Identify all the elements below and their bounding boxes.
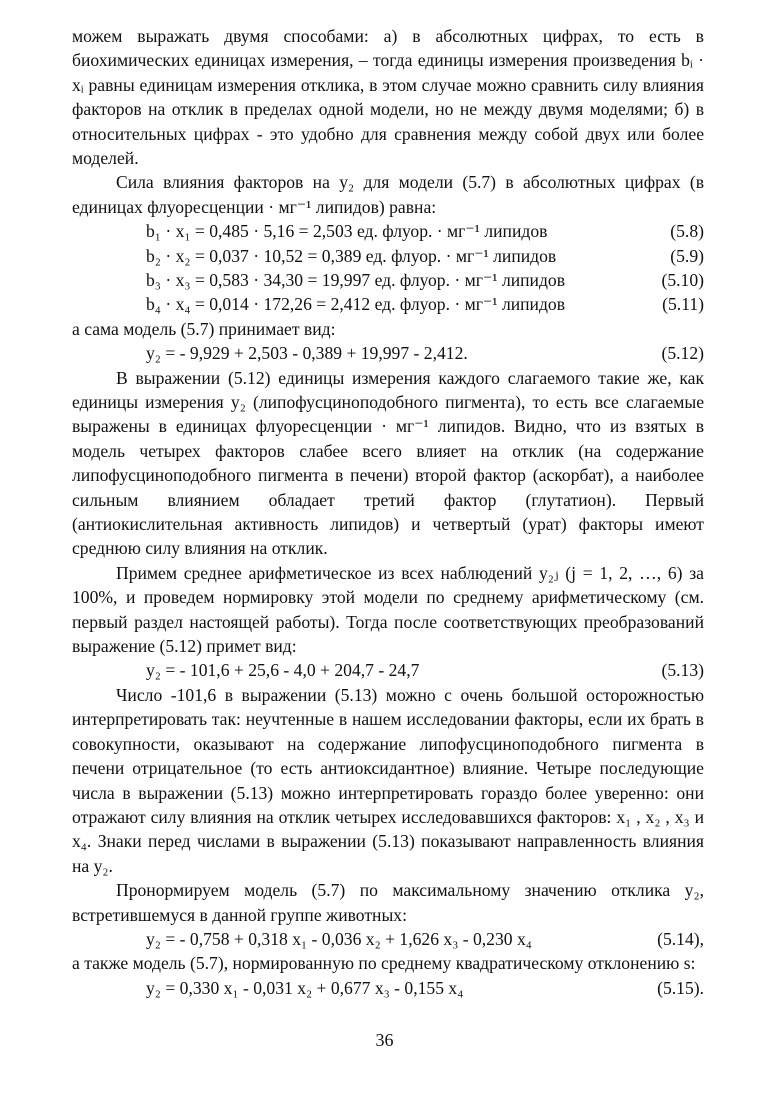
equation-5-15 [72,976,704,1000]
equation-5-10 [72,268,704,292]
paragraph: Пронормируем модель (5.7) по максимальному значению отклика y₂, встретившемуся в данной группе животных: [72,880,704,925]
equation-5-13 [72,658,704,682]
equation-number: (5.8) [670,221,704,242]
paragraph: можем выражать двумя способами: а) в абсолютных цифрах, то есть в биохимических единицах измерения, – тогда единицы измерения произведения bᵢ · xᵢ равны единицам измерения отклика, в этом случае можно сравнить силу влияния факторов на отклик в пределах одной модели, но не между двумя моделями; б) в относительных цифрах - это удобно для сравнения между собой двух или более моделей. [72,26,704,169]
equation-number: (5.10) [661,270,704,291]
equation-5-8 [72,219,704,243]
equation-text: b₁ · x₁ = 0,485 · 5,16 = 2,503 ед. флуор. · мг⁻¹ липидов [146,221,548,242]
paragraph: а также модель (5.7), нормированную по среднему квадратическому отклонению s: [72,953,696,974]
equation-text: b₄ · x₄ = 0,014 · 172,26 = 2,412 ед. флуор. · мг⁻¹ липидов [146,294,566,315]
equation-5-12 [72,341,704,365]
equation-text: y₂ = 0,330 x₁ - 0,031 x₂ + 0,677 x₃ - 0,155 x₄ [146,977,464,998]
paragraph: Примем среднее арифметическое из всех наблюдений y₂ⱼ (j = 1, 2, …, 6) за 100%, и проведем нормировку этой модели по среднему арифметическому (см. первый раздел настоящей работы). Тогда после соответствующих преобразований выражение (5.12) примет вид: [72,562,704,657]
equation-5-11 [72,292,704,316]
paragraph: Число -101,6 в выражении (5.13) можно с очень большой осторожностью интерпретировать так: неучтенные в нашем исследовании факторы, если их брать в совокупности, оказывают на содержание липофусциноподобного пигмента в печени отрицательное (то есть антиоксидантное) влияние. Четыре последующие числа в выражении (5.13) можно интерпретировать гораздо более уверенно: они отражают силу влияния на отклик четырех исследовавшихся факторов: x₁ , x₂ , x₃ и x₄. Знаки перед числами в выражении (5.13) показывают направленность влияния на y₂. [72,684,704,876]
equation-5-14 [72,927,704,951]
equation-number: (5.14), [657,928,704,949]
paragraph: а сама модель (5.7) принимает вид: [72,318,336,339]
equation-text: y₂ = - 9,929 + 2,503 - 0,389 + 19,997 - 2,412. [146,343,468,364]
page-body [72,24,704,1000]
equation-number: (5.15). [657,977,704,998]
equation-text: y₂ = - 101,6 + 25,6 - 4,0 + 204,7 - 24,7 [146,660,420,681]
equation-text: b₃ · x₃ = 0,583 · 34,30 = 19,997 ед. флуор. · мг⁻¹ липидов [146,270,566,291]
equation-number: (5.13) [661,660,704,681]
paragraph: Сила влияния факторов на y₂ для модели (5.7) в абсолютных цифрах (в единицах флуоресценции · мг⁻¹ липидов) равна: [72,172,704,217]
page-number: 36 [375,1030,394,1050]
equation-number: (5.9) [670,245,704,266]
equation-5-9 [72,244,704,268]
paragraph: В выражении (5.12) единицы измерения каждого слагаемого такие же, как единицы измерения y₂ (липофусциноподобного пигмента), то есть все слагаемые выражены в единицах флуоресценции · мг⁻¹ липидов. Видно, что из взятых в модель четырех факторов слабее всего влияет на отклик (на содержание липофусциноподобного пигмента в печени) второй фактор (аскорбат), а наиболее сильным влиянием обладает третий фактор (глутатион). Первый (антиокислительная активность липидов) и четвертый (урат) факторы имеют среднюю силу влияния на отклик. [72,367,704,559]
equation-text: b₂ · x₂ = 0,037 · 10,52 = 0,389 ед. флуор. · мг⁻¹ липидов [146,245,557,266]
equation-number: (5.11) [662,294,704,315]
equation-number: (5.12) [661,343,704,364]
equation-text: y₂ = - 0,758 + 0,318 x₁ - 0,036 x₂ + 1,626 x₃ - 0,230 x₄ [146,928,532,949]
